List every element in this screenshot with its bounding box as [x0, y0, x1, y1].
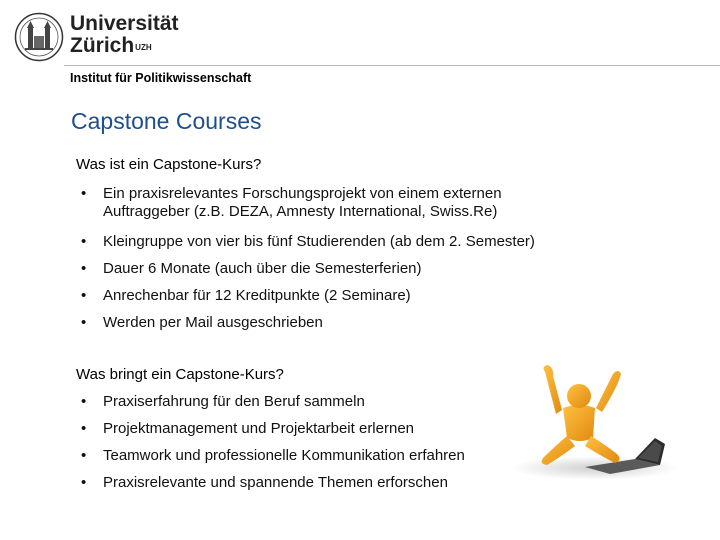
section2-list — [76, 393, 506, 492]
list-item — [76, 393, 506, 411]
list-item-text: Praxiserfahrung für den Beruf sammeln — [103, 393, 365, 410]
list-item-text-continued: Auftraggeber (z.B. DEZA, Amnesty International, Swiss.Re) — [103, 203, 498, 220]
list-item-text: Teamwork und professionelle Kommunikation erfahren — [103, 447, 465, 464]
list-item — [76, 287, 576, 305]
bullet-marker: • — [81, 447, 87, 464]
list-item — [76, 474, 506, 492]
page-title: Capstone Courses — [71, 108, 262, 134]
list-item — [76, 447, 506, 465]
bullet-marker: • — [81, 474, 87, 491]
list-item-text: Projektmanagement und Projektarbeit erlernen — [103, 420, 415, 437]
bullet-marker: • — [81, 420, 87, 437]
list-item — [76, 260, 576, 278]
university-name-line2: Zürich — [70, 34, 135, 57]
section1-list — [76, 185, 576, 332]
bullet-marker: • — [81, 314, 87, 331]
list-item-text: Werden per Mail ausgeschrieben — [103, 314, 323, 331]
cheering-figure-laptop-illustration — [505, 362, 680, 482]
university-name-line1: Universität — [70, 12, 179, 35]
list-item — [76, 420, 506, 438]
header-divider — [64, 65, 720, 66]
institute-name: Institut für Politikwissenschaft — [70, 71, 252, 85]
list-item-text: Ein praxisrelevantes Forschungsprojekt von einem externen — [103, 185, 502, 202]
bullet-marker: • — [81, 393, 87, 410]
bullet-marker: • — [81, 185, 87, 202]
section2-heading: Was bringt ein Capstone-Kurs? — [76, 366, 284, 383]
university-name — [70, 13, 179, 57]
list-item-text: Dauer 6 Monate (auch über die Semesterferien) — [103, 260, 422, 277]
bullet-marker: • — [81, 260, 87, 277]
university-seal-logo — [14, 12, 64, 62]
list-item — [76, 314, 576, 332]
list-item — [76, 185, 576, 221]
bullet-marker: • — [81, 233, 87, 250]
section1-heading: Was ist ein Capstone-Kurs? — [76, 156, 262, 173]
list-item — [76, 233, 576, 251]
bullet-marker: • — [81, 287, 87, 304]
list-item-text: Anrechenbar für 12 Kreditpunkte (2 Seminare) — [103, 287, 411, 304]
university-mark: UZH — [135, 43, 152, 52]
list-item-text: Praxisrelevante und spannende Themen erforschen — [103, 474, 448, 491]
list-item-text: Kleingruppe von vier bis fünf Studierenden (ab dem 2. Semester) — [103, 233, 535, 250]
